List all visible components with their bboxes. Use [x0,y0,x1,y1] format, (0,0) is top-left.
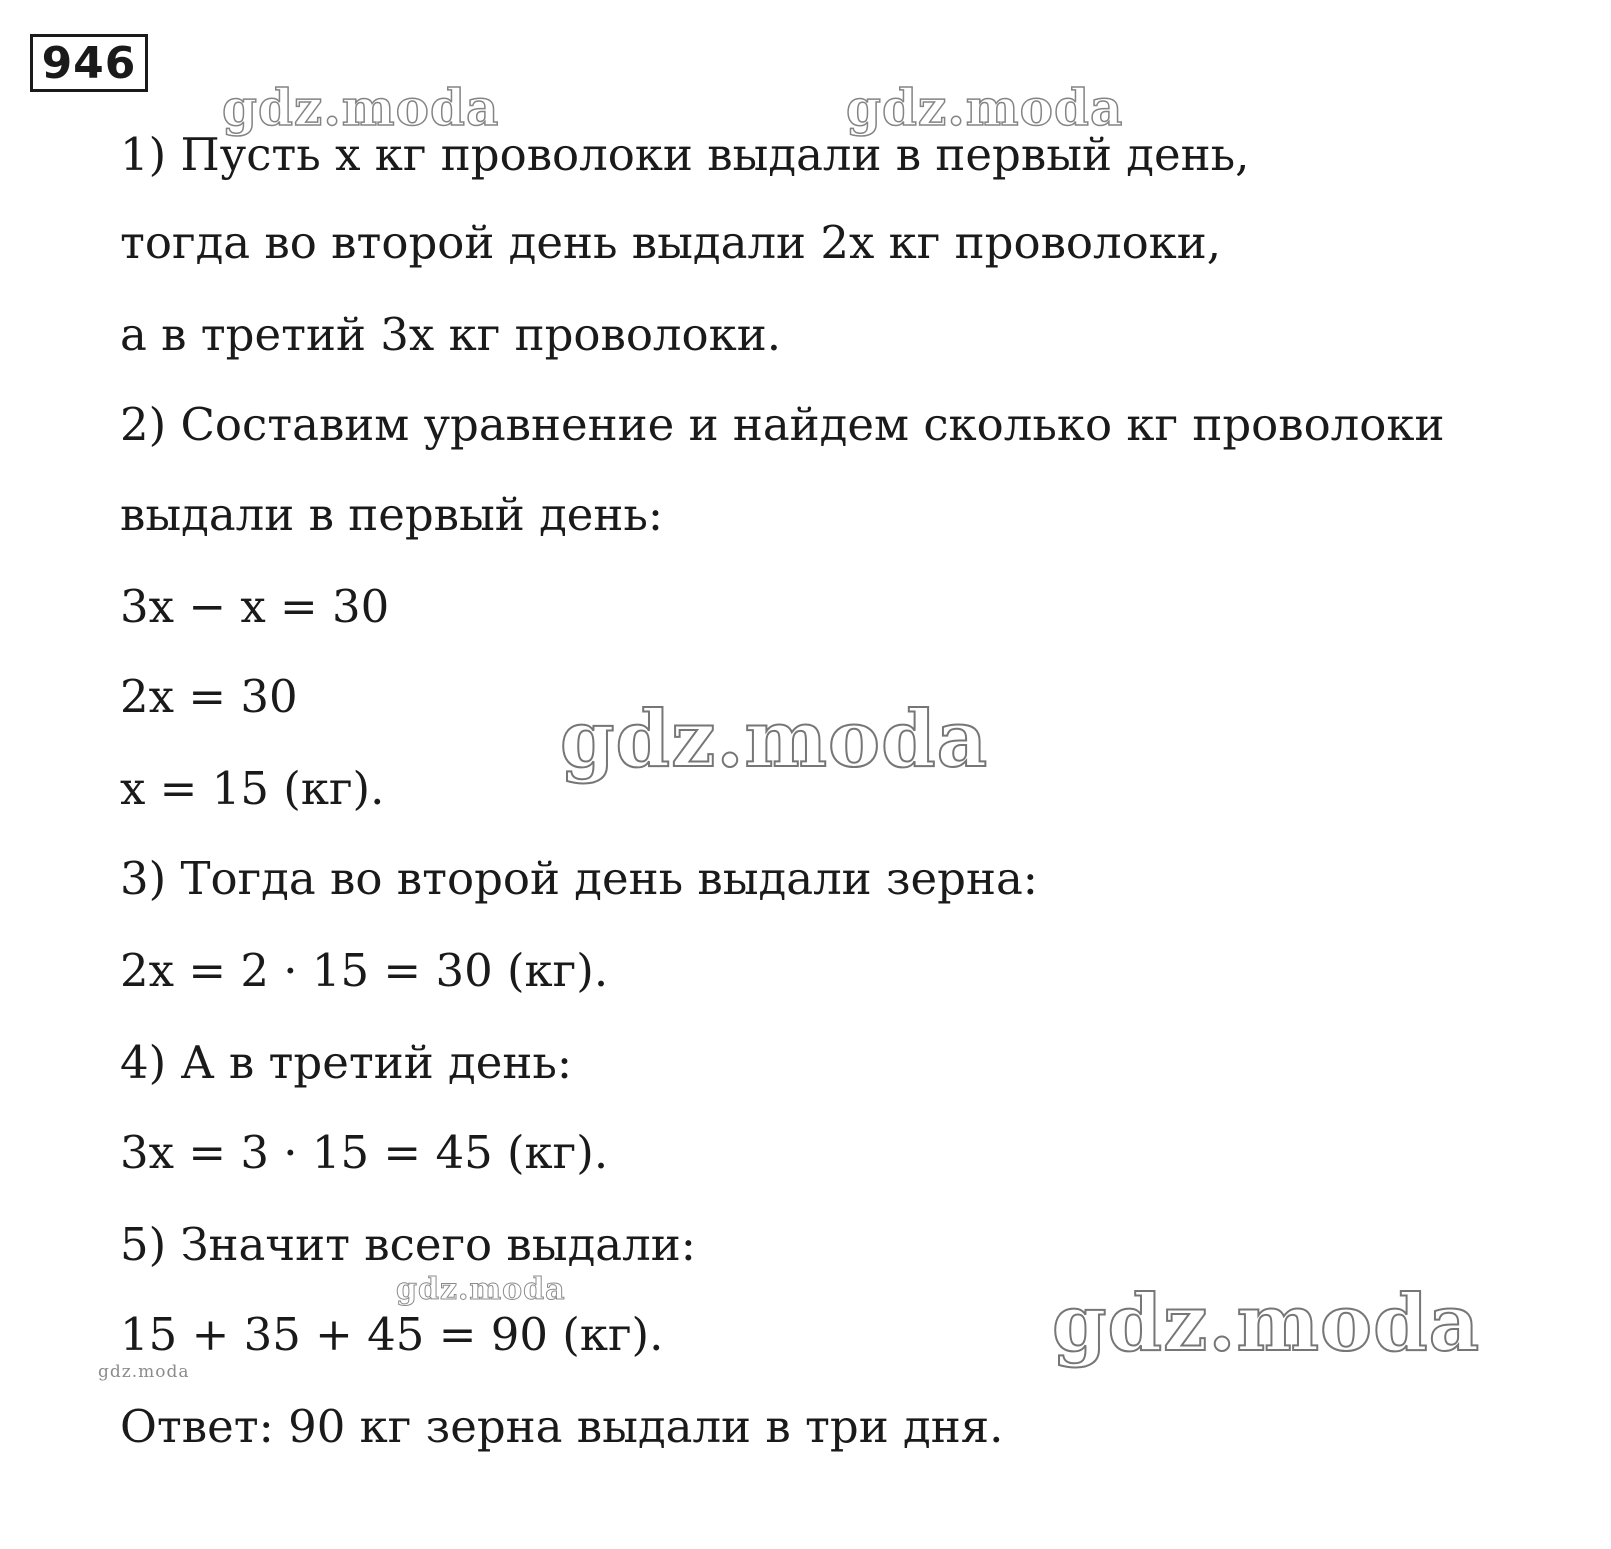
solution-line-5: выдали в первый день: [120,488,664,541]
solution-line-9: 3) Тогда во второй день выдали зерна: [120,852,1038,905]
equation-4: 2x = 2 · 15 = 30 (кг). [120,944,609,997]
watermark: gdz.moda [98,1362,190,1382]
solution-line-1: 1) Пусть x кг проволоки выдали в первый день, [120,128,1250,181]
solution-line-13: 5) Значит всего выдали: [120,1218,696,1271]
solution-line-3: а в третий 3x кг проволоки. [120,308,782,361]
watermark: gdz.moda [560,694,989,785]
equation-6: 15 + 35 + 45 = 90 (кг). [120,1308,664,1361]
equation-5: 3x = 3 · 15 = 45 (кг). [120,1126,609,1179]
solution-line-4: 2) Составим уравнение и найдем сколько кг проволоки [120,398,1445,451]
watermark: gdz.moda [846,78,1124,137]
equation-3: x = 15 (кг). [120,762,385,815]
task-number: 946 [30,34,148,92]
solution-line-2: тогда во второй день выдали 2x кг проволоки, [120,216,1222,269]
equation-2: 2x = 30 [120,670,298,723]
solution-line-11: 4) А в третий день: [120,1036,573,1089]
watermark: gdz.moda [222,78,500,137]
equation-1: 3x − x = 30 [120,580,390,633]
watermark: gdz.moda [396,1272,566,1307]
watermark: gdz.moda [1052,1278,1481,1369]
answer-line: Ответ: 90 кг зерна выдали в три дня. [120,1400,1004,1453]
